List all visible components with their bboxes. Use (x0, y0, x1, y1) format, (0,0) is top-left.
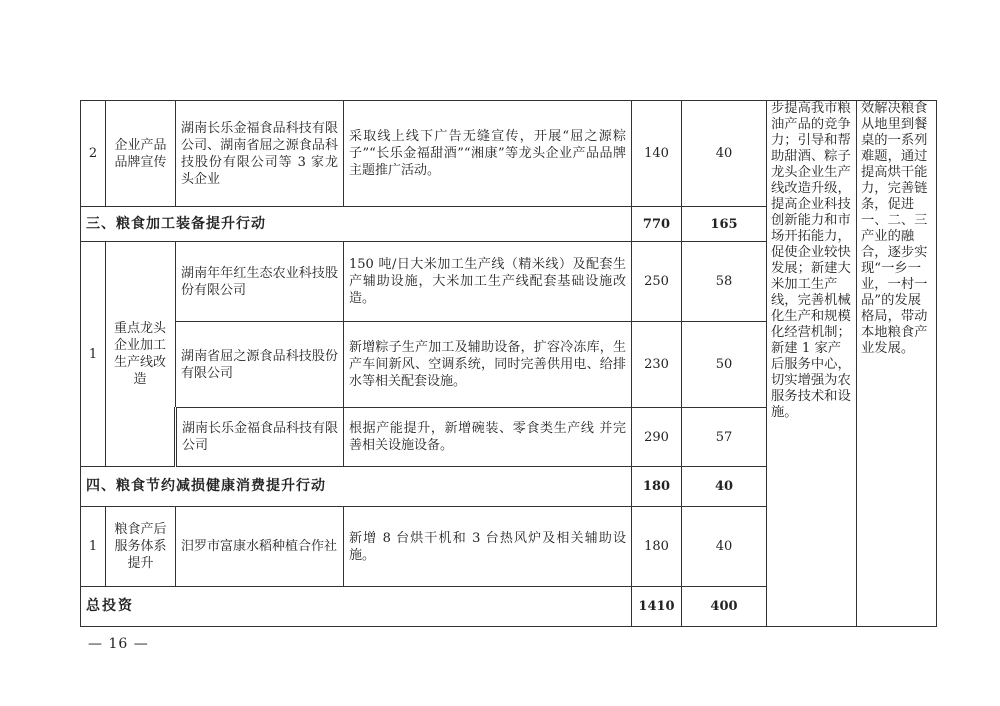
subsidy-amount: 40 (682, 507, 767, 587)
investment-table (80, 100, 937, 627)
subsidy-amount: 50 (682, 322, 767, 408)
construction-content: 根据产能提升，新增碗装、零食类生产线 并完善相关设施设备。 (344, 408, 632, 467)
construction-content: 采取线上线下广告无缝宣传，开展“屈之源粽子”“长乐金福甜酒”“湘康”等龙头企业产品品牌主题推广活动。 (344, 101, 632, 207)
section-subsidy: 165 (682, 207, 767, 242)
project-name: 企业产品品牌宣传 (106, 101, 176, 207)
implementing-unit: 湖南年年红生态农业科技股份有限公司 (176, 242, 344, 322)
expected-effect-text: 步提高我市粮油产品的竞争力；引导和帮助甜酒、粽子龙头企业生产线改造升级，提高企业科技创新能力和市场开拓能力，促使企业较快发展；新建大米加工生产线，完善机械化生产和规模化经营机制；新建 1 家产后服务中心，切实增强为农服务技术和设施。 (767, 101, 857, 627)
grand-total-investment: 1410 (632, 587, 682, 627)
construction-content: 150 吨/日大米加工生产线（精米线）及配套生产辅助设施，大米加工生产线配套基础设施改造。 (344, 242, 632, 322)
subsidy-amount: 57 (682, 408, 767, 467)
project-name: 粮食产后服务体系提升 (106, 507, 176, 587)
implementing-unit: 汨罗市富康水稻种植合作社 (176, 507, 344, 587)
subsidy-amount: 40 (682, 101, 767, 207)
total-investment: 180 (632, 507, 682, 587)
total-investment: 230 (632, 322, 682, 408)
section-heading: 三、粮食加工装备提升行动 (81, 207, 632, 242)
section-total: 770 (632, 207, 682, 242)
page-number: — 16 — (88, 636, 149, 652)
implementing-unit: 湖南省屈之源食品科技股份有限公司 (176, 322, 344, 408)
section-heading: 四、粮食节约减损健康消费提升行动 (81, 467, 632, 507)
total-investment: 290 (632, 408, 682, 467)
construction-content: 新增粽子生产加工及辅助设备，扩容冷冻库，生产车间新风、空调系统，同时完善供用电、给排水等相关配套设施。 (344, 322, 632, 408)
subsidy-amount: 58 (682, 242, 767, 322)
row-number: 1 (81, 242, 106, 467)
total-investment: 140 (632, 101, 682, 207)
project-goal-text: 效解决粮食从地里到餐桌的一系列难题，通过提高烘干能力，完善链条，促进一、二、三产业的融合，逐步实现“一乡一业，一村一品”的发展格局，带动本地粮食产业发展。 (857, 101, 937, 627)
row-number: 1 (81, 507, 106, 587)
construction-content: 新增 8 台烘干机和 3 台热风炉及相关辅助设施。 (344, 507, 632, 587)
project-name: 重点龙头企业加工生产线改造 (106, 242, 176, 467)
row-number: 2 (81, 101, 106, 207)
table-row (81, 101, 937, 207)
grand-total-subsidy: 400 (682, 587, 767, 627)
section-subsidy: 40 (682, 467, 767, 507)
total-investment: 250 (632, 242, 682, 322)
section-total: 180 (632, 467, 682, 507)
implementing-unit: 湖南长乐金福食品科技有限公司、湖南省屈之源食品科技股份有限公司等 3 家龙头企业 (176, 101, 344, 207)
grand-total-label: 总投资 (81, 587, 632, 627)
implementing-unit: 湖南长乐金福食品科技有限公司 (176, 408, 344, 467)
